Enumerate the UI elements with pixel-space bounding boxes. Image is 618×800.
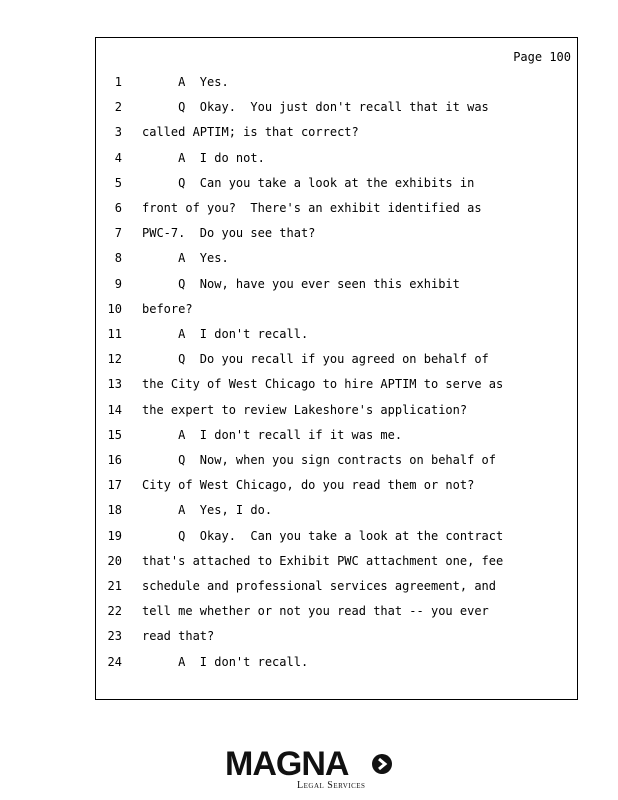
chevron-right-circle-icon xyxy=(371,753,393,775)
transcript-line xyxy=(96,223,577,243)
line-number: 3 xyxy=(114,125,122,140)
page-number: Page 100 xyxy=(513,50,571,64)
magna-logo xyxy=(225,745,395,792)
transcript-line xyxy=(96,349,577,369)
transcript-line xyxy=(96,526,577,546)
line-number: 21 xyxy=(107,579,122,593)
line-text: the City of West Chicago to hire APTIM to serve as xyxy=(142,377,504,392)
transcript-line xyxy=(96,97,577,117)
line-text: schedule and professional services agreement, and xyxy=(142,579,497,593)
line-text: A Yes. xyxy=(142,251,229,266)
line-number: 16 xyxy=(107,453,122,467)
transcript-line xyxy=(96,274,577,294)
line-number: 9 xyxy=(114,276,122,291)
transcript-line xyxy=(96,173,577,193)
line-text: A I don't recall. xyxy=(142,654,309,669)
transcript-line xyxy=(96,122,577,142)
transcript-line xyxy=(96,299,577,319)
line-text: A Yes, I do. xyxy=(142,503,273,518)
line-text: read that? xyxy=(142,629,215,644)
line-number: 4 xyxy=(114,150,122,165)
line-text: Q Okay. Can you take a look at the contract xyxy=(142,528,504,543)
line-text: Q Can you take a look at the exhibits in xyxy=(142,175,475,190)
line-number: 8 xyxy=(114,251,122,266)
line-number: 12 xyxy=(107,352,122,367)
transcript-line xyxy=(96,626,577,646)
line-text: called APTIM; is that correct? xyxy=(142,125,359,140)
line-number: 14 xyxy=(107,402,122,417)
line-text: A I don't recall. xyxy=(142,327,309,341)
line-text: front of you? There's an exhibit identified as xyxy=(142,201,482,215)
line-number: 5 xyxy=(114,175,122,190)
line-number: 2 xyxy=(114,100,122,115)
line-text: Q Now, have you ever seen this exhibit xyxy=(142,276,460,291)
line-number: 6 xyxy=(114,201,122,215)
logo-wordmark: MAGNA xyxy=(225,745,349,783)
transcript-line xyxy=(96,576,577,596)
line-text: A Yes. xyxy=(142,75,229,89)
transcript-line xyxy=(96,148,577,168)
line-number: 24 xyxy=(107,654,122,669)
transcript-line xyxy=(96,374,577,394)
line-number: 20 xyxy=(107,553,122,568)
transcript-line xyxy=(96,198,577,218)
transcript-line xyxy=(96,450,577,470)
transcript-line xyxy=(96,324,577,344)
transcript-line xyxy=(96,248,577,268)
line-number: 11 xyxy=(107,327,122,341)
line-number: 23 xyxy=(107,629,122,644)
transcript-line xyxy=(96,652,577,672)
transcript-line xyxy=(96,400,577,420)
line-number: 15 xyxy=(107,427,122,442)
transcript-page xyxy=(95,37,578,700)
transcript-line xyxy=(96,72,577,92)
line-text: Q Now, when you sign contracts on behalf of xyxy=(142,453,497,467)
line-text: that's attached to Exhibit PWC attachment one, fee xyxy=(142,553,504,568)
line-text: the expert to review Lakeshore's application? xyxy=(142,402,468,417)
line-number: 1 xyxy=(114,75,122,89)
line-number: 13 xyxy=(107,377,122,392)
line-text: A I do not. xyxy=(142,150,265,165)
transcript-line xyxy=(96,551,577,571)
line-text: City of West Chicago, do you read them or not? xyxy=(142,478,475,493)
line-number: 17 xyxy=(107,478,122,493)
transcript-line xyxy=(96,601,577,621)
line-number: 19 xyxy=(107,528,122,543)
line-text: tell me whether or not you read that -- you ever xyxy=(142,604,489,619)
transcript-line xyxy=(96,475,577,495)
line-text: Q Do you recall if you agreed on behalf of xyxy=(142,352,489,367)
line-text: before? xyxy=(142,301,193,316)
transcript-line xyxy=(96,500,577,520)
line-text: Q Okay. You just don't recall that it was xyxy=(142,100,489,115)
line-number: 7 xyxy=(114,226,122,241)
logo-subtitle: Legal Services xyxy=(297,780,366,791)
line-text: PWC-7. Do you see that? xyxy=(142,226,316,241)
line-number: 18 xyxy=(107,503,122,518)
line-number: 10 xyxy=(107,301,122,316)
transcript-line xyxy=(96,425,577,445)
line-text: A I don't recall if it was me. xyxy=(142,427,403,442)
line-number: 22 xyxy=(107,604,122,619)
